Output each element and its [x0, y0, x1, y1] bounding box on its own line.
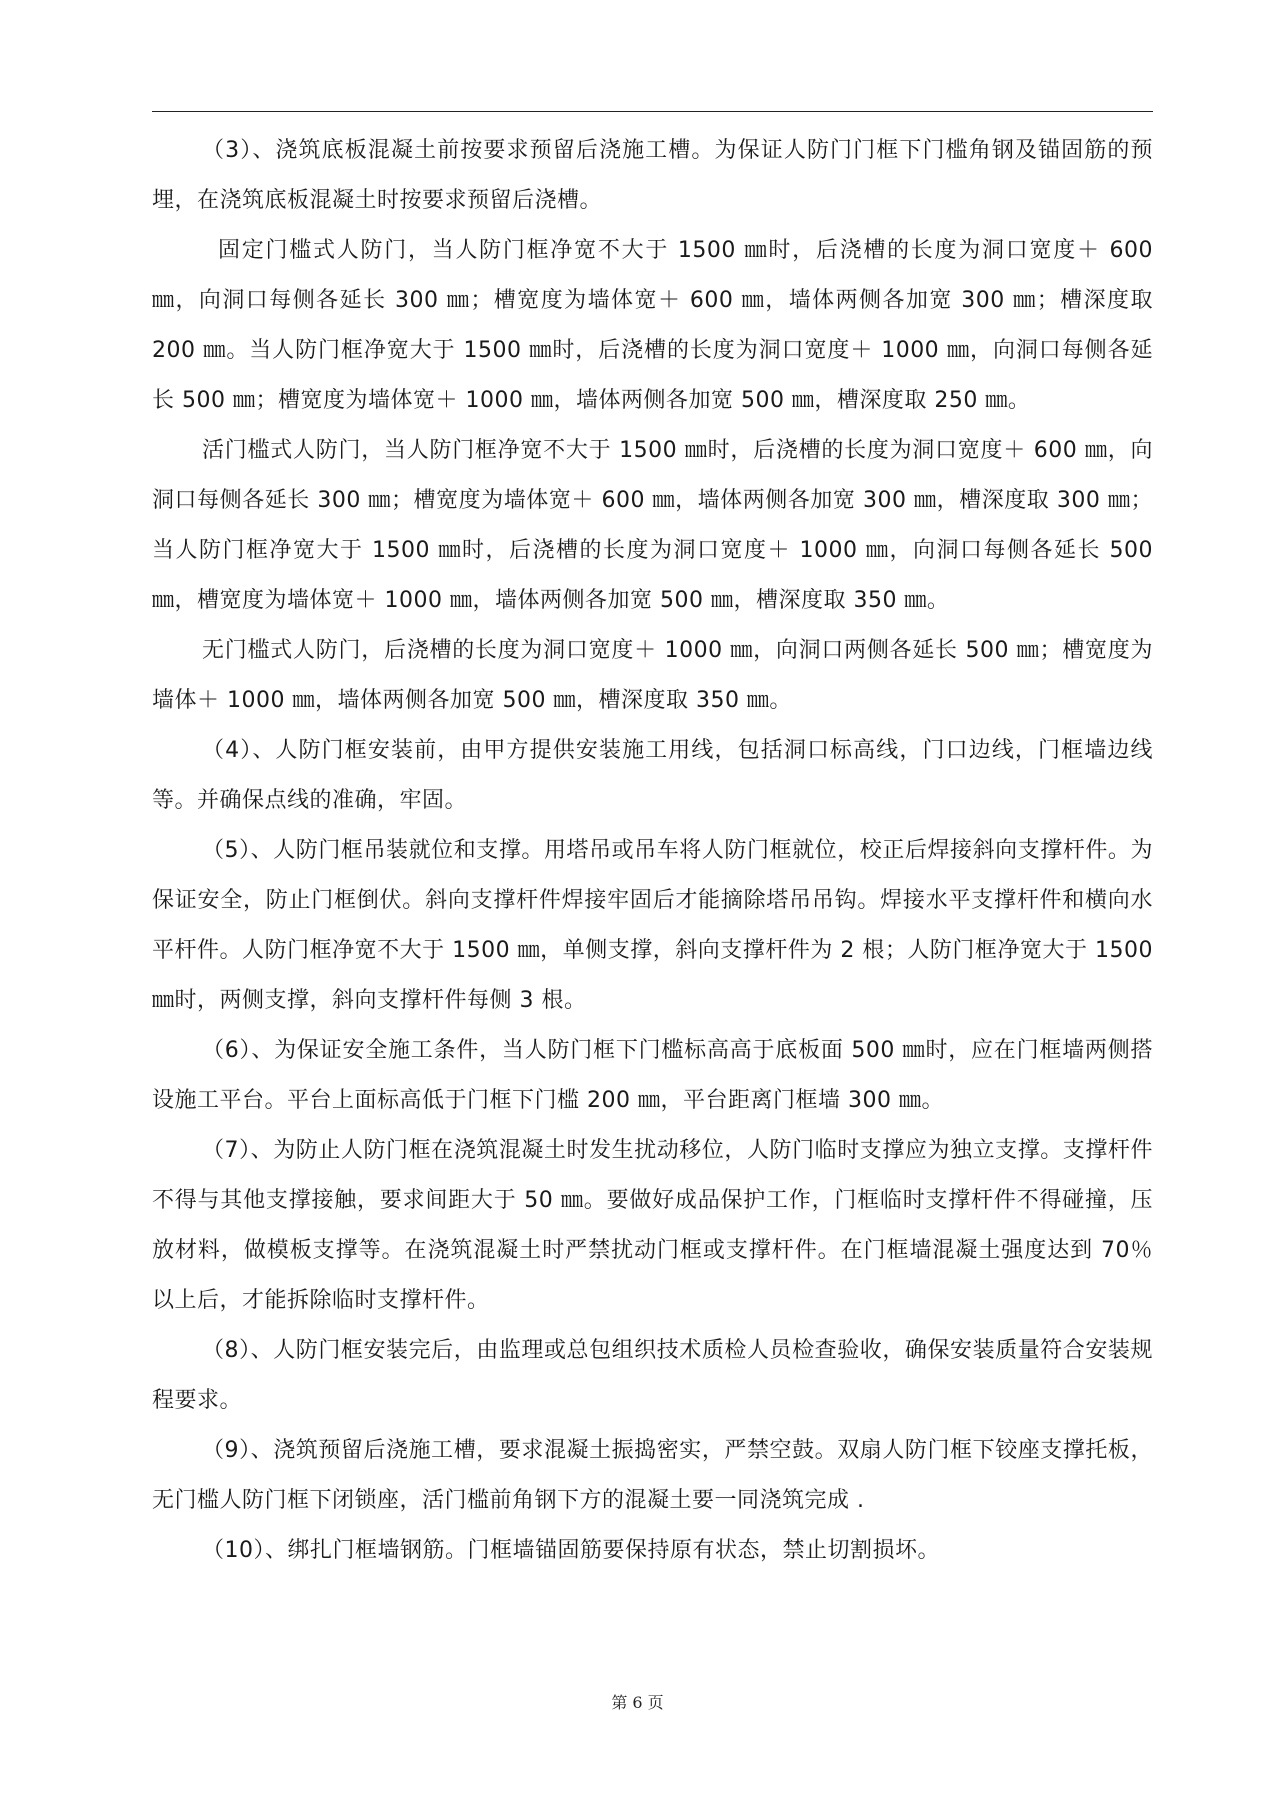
paragraph-fixed-threshold-door: 固定门槛式人防门，当人防门框净宽不大于 1500 ㎜时，后浇槽的长度为洞口宽度＋ 600 ㎜，向洞口每侧各延长 300 ㎜；槽宽度为墙体宽＋ 600 ㎜，墙体两侧各加宽 300 ㎜；槽深度取 200 ㎜。当人防门框净宽大于 1500 ㎜时，后浇槽的长度为洞口宽度＋ 1000 ㎜，向洞口每侧各延长 500 ㎜；槽宽度为墙体宽＋ 1000 ㎜，墙体两侧各加宽 500 ㎜，槽深度取 250 ㎜。	[152, 238, 1153, 413]
paragraph-5: （5）、人防门框吊装就位和支撑。用塔吊或吊车将人防门框就位，校正后焊接斜向支撑杆件。为保证安全，防止门框倒伏。斜向支撑杆件焊接牢固后才能摘除塔吊吊钩。焊接水平支撑杆件和横向水平杆件。人防门框净宽不大于 1500 ㎜，单侧支撑，斜向支撑杆件为 2 根；人防门框净宽大于 1500 ㎜时，两侧支撑，斜向支撑杆件每侧 3 根。	[152, 838, 1153, 1013]
paragraph-movable-threshold-door: 活门槛式人防门，当人防门框净宽不大于 1500 ㎜时，后浇槽的长度为洞口宽度＋ 600 ㎜，向洞口每侧各延长 300 ㎜；槽宽度为墙体宽＋ 600 ㎜，墙体两侧各加宽 300 ㎜，槽深度取 300 ㎜；当人防门框净宽大于 1500 ㎜时，后浇槽的长度为洞口宽度＋ 1000 ㎜，向洞口每侧各延长 500 ㎜，槽宽度为墙体宽＋ 1000 ㎜，墙体两侧各加宽 500 ㎜，槽深度取 350 ㎜。	[152, 438, 1153, 613]
document-body	[152, 126, 1153, 1576]
paragraph-8: （8）、人防门框安装完后，由监理或总包组织技术质检人员检查验收，确保安装质量符合安装规程要求。	[152, 1338, 1153, 1413]
paragraph-4: （4）、人防门框安装前，由甲方提供安装施工用线，包括洞口标高线，门口边线，门框墙边线等。并确保点线的准确，牢固。	[152, 738, 1153, 813]
paragraph-10: （10）、绑扎门框墙钢筋。门框墙锚固筋要保持原有状态，禁止切割损坏。	[202, 1538, 940, 1563]
header-rule	[152, 111, 1153, 112]
paragraph-7: （7）、为防止人防门框在浇筑混凝土时发生扰动移位，人防门临时支撑应为独立支撑。支撑杆件不得与其他支撑接触，要求间距大于 50 ㎜。要做好成品保护工作，门框临时支撑杆件不得碰撞，压放材料，做模板支撑等。在浇筑混凝土时严禁扰动门框或支撑杆件。在门框墙混凝土强度达到 70％以上后，才能拆除临时支撑杆件。	[152, 1138, 1153, 1313]
paragraph-no-threshold-door: 无门槛式人防门，后浇槽的长度为洞口宽度＋ 1000 ㎜，向洞口两侧各延长 500 ㎜；槽宽度为墙体＋ 1000 ㎜，墙体两侧各加宽 500 ㎜，槽深度取 350 ㎜。	[152, 638, 1153, 713]
paragraph-6: （6）、为保证安全施工条件，当人防门框下门槛标高高于底板面 500 ㎜时，应在门框墙两侧搭设施工平台。平台上面标高低于门框下门槛 200 ㎜，平台距离门框墙 300 ㎜。	[152, 1038, 1153, 1113]
paragraph-3: （3）、浇筑底板混凝土前按要求预留后浇施工槽。为保证人防门门框下门槛角钢及锚固筋的预埋，在浇筑底板混凝土时按要求预留后浇槽。	[152, 138, 1153, 213]
page-number: 第 6 页	[611, 1693, 664, 1712]
paragraph-9: （9）、浇筑预留后浇施工槽，要求混凝土振捣密实，严禁空鼓。双扇人防门框下铰座支撑托板，无门槛人防门框下闭锁座，活门槛前角钢下方的混凝土要一同浇筑完成 .	[152, 1438, 1153, 1513]
